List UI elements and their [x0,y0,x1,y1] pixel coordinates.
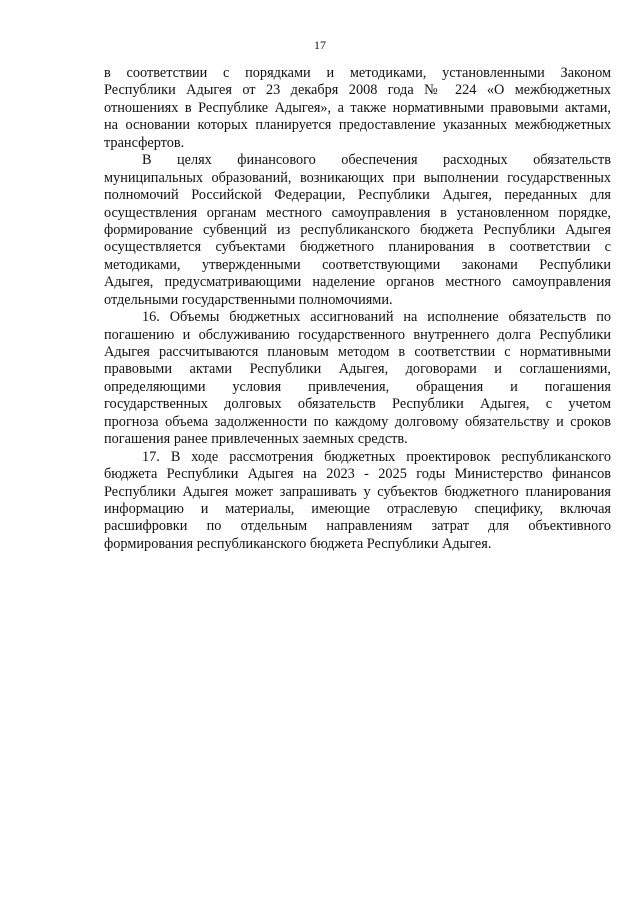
text-line: 16. Объемы бюджетных ассигнований на исполнение обязательств по [142,309,611,326]
paragraph-continuation [104,65,611,152]
text-line: отдельными государственными полномочиями. [104,291,393,308]
text-line: трансфертов. [104,134,185,151]
text-line: отношениях в Республике Адыгея», а также нормативными правовыми актами, [104,99,611,116]
paragraph-item-16 [104,309,611,449]
text-line: расшифровки по отдельным направлениям затрат для объективного [104,518,611,535]
text-line: формирования республиканского бюджета Республики Адыгея. [104,535,492,552]
paragraph-item-17 [104,449,611,554]
text-line: погашению и обслуживанию государственного внутреннего долга Республики [104,326,611,343]
body-text [104,65,611,553]
text-line: государственных долговых обязательств Республики Адыгея, с учетом [104,396,611,413]
text-line: в соответствии с порядками и методиками, установленными Законом [104,65,611,81]
text-line: прогноза объема задолженности по каждому долговому обязательству и сроков [104,413,611,430]
text-line: методиками, утвержденными соответствующими законами Республики [104,256,611,273]
text-line: Республики Адыгея от 23 декабря 2008 года № 224 «О межбюджетных [104,82,611,99]
text-line: осуществляется субъектами бюджетного планирования в соответствии с [104,239,611,256]
text-line: погашения ранее привлеченных заемных средств. [104,431,408,448]
text-line: полномочий Российской Федерации, Республики Адыгея, переданных для [104,187,611,204]
text-line: Адыгея, предусматривающими наделение органов местного самоуправления [104,274,611,291]
text-line: 17. В ходе рассмотрения бюджетных проектировок республиканского [142,448,611,465]
text-line: Адыгея рассчитываются плановым методом в соответствии с нормативными [104,344,611,360]
text-line: информацию и материалы, имеющие отраслевую специфику, включая [104,500,611,517]
text-line: осуществления органам местного самоуправления в установленном порядке, [104,204,611,221]
text-line: муниципальных образований, возникающих при выполнении государственных [104,169,611,186]
text-line: В целях финансового обеспечения расходных обязательств [142,152,611,169]
paragraph-subventions [104,152,611,309]
text-line: Республики Адыгея может запрашивать у субъектов бюджетного планирования [104,483,611,500]
text-line: определяющими условия привлечения, обращения и погашения [104,378,611,395]
text-line: на основании которых планируется предоставление указанных межбюджетных [104,117,611,134]
text-line: бюджета Республики Адыгея на 2023 - 2025 годы Министерство финансов [104,466,611,483]
page-number: 17 [314,38,326,52]
text-line: правовыми актами Республики Адыгея, договорами и соглашениями, [104,361,611,378]
text-line: формирование субвенций из республиканского бюджета Республики Адыгея [104,221,611,238]
